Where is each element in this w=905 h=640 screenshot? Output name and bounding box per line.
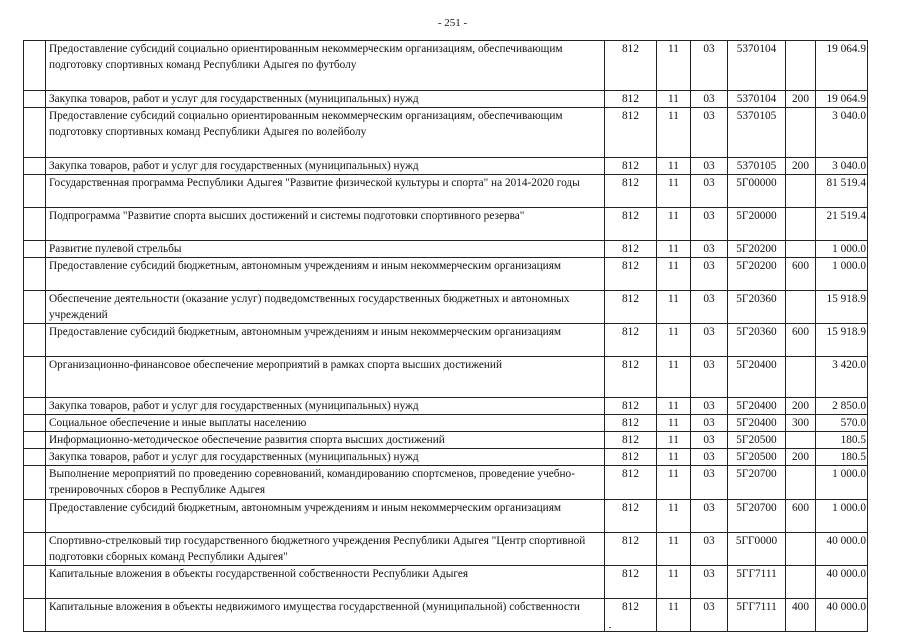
row-target-code: 5Г20360 (728, 291, 786, 324)
row-expense-type: 200 (786, 158, 816, 175)
row-section-code: 11 (657, 258, 691, 291)
row-amount: 19 064.9 (816, 41, 868, 91)
row-ministry-code: 812 (605, 500, 657, 533)
table-row (24, 91, 868, 108)
row-ministry-code: 812 (605, 432, 657, 449)
table-row (24, 291, 868, 324)
row-ministry-code: 812 (605, 175, 657, 208)
row-amount: 40 000.0 (816, 566, 868, 599)
row-section-code: 11 (657, 208, 691, 241)
row-name: Предоставление субсидий социально ориентированным некоммерческим организациям, обеспечивающим подготовку спортивных команд Республики Адыгея по волейболу (46, 108, 605, 158)
row-expense-type (786, 432, 816, 449)
row-ministry-code: 812 (605, 241, 657, 258)
row-target-code: 5Г20400 (728, 357, 786, 398)
row-margin-cell (24, 91, 46, 108)
row-amount: 40 000.0 (816, 533, 868, 566)
row-subsection-code: 03 (691, 324, 728, 357)
row-section-code: 11 (657, 533, 691, 566)
row-expense-type (786, 357, 816, 398)
row-subsection-code: 03 (691, 357, 728, 398)
table-row (24, 599, 868, 632)
table-row (24, 357, 868, 398)
row-section-code: 11 (657, 41, 691, 91)
row-ministry-code: 812 (605, 41, 657, 91)
row-target-code: 5Г20500 (728, 449, 786, 466)
row-target-code: 5Г20700 (728, 500, 786, 533)
row-subsection-code: 03 (691, 41, 728, 91)
row-margin-cell (24, 241, 46, 258)
row-target-code: 5370104 (728, 41, 786, 91)
row-amount: 180.5 (816, 432, 868, 449)
row-expense-type (786, 241, 816, 258)
row-expense-type (786, 175, 816, 208)
row-name: Закупка товаров, работ и услуг для государственных (муниципальных) нужд (46, 158, 605, 175)
row-subsection-code: 03 (691, 500, 728, 533)
row-subsection-code: 03 (691, 432, 728, 449)
row-name: Предоставление субсидий бюджетным, автономным учреждениям и иным некоммерческим организациям (46, 500, 605, 533)
row-amount: 3 420.0 (816, 357, 868, 398)
row-margin-cell (24, 500, 46, 533)
row-name: Закупка товаров, работ и услуг для государственных (муниципальных) нужд (46, 398, 605, 415)
row-target-code: 5Г20700 (728, 466, 786, 500)
row-margin-cell (24, 566, 46, 599)
row-expense-type: 600 (786, 258, 816, 291)
row-ministry-code: 812 (605, 357, 657, 398)
row-subsection-code: 03 (691, 108, 728, 158)
table-row (24, 566, 868, 599)
row-name: Выполнение мероприятий по проведению соревнований, командированию спортсменов, проведение учебно-тренировочных сборов в Республике Адыгея (46, 466, 605, 500)
table-row (24, 449, 868, 466)
row-ministry-code: 812 (605, 599, 657, 632)
row-margin-cell (24, 398, 46, 415)
row-target-code: 5Г20400 (728, 398, 786, 415)
row-target-code: 5Г20360 (728, 324, 786, 357)
row-expense-type: 200 (786, 398, 816, 415)
row-section-code: 11 (657, 91, 691, 108)
row-amount: 81 519.4 (816, 175, 868, 208)
row-expense-type: 600 (786, 324, 816, 357)
row-subsection-code: 03 (691, 208, 728, 241)
row-expense-type (786, 533, 816, 566)
row-section-code: 11 (657, 398, 691, 415)
row-subsection-code: 03 (691, 415, 728, 432)
row-expense-type: 400 (786, 599, 816, 632)
row-margin-cell (24, 449, 46, 466)
table-row (24, 415, 868, 432)
row-expense-type: 300 (786, 415, 816, 432)
row-ministry-code: 812 (605, 466, 657, 500)
row-margin-cell (24, 158, 46, 175)
table-row (24, 208, 868, 241)
row-section-code: 11 (657, 500, 691, 533)
row-name: Закупка товаров, работ и услуг для государственных (муниципальных) нужд (46, 91, 605, 108)
row-amount: 1 000.0 (816, 241, 868, 258)
row-expense-type: 200 (786, 91, 816, 108)
row-amount: 3 040.0 (816, 108, 868, 158)
table-row (24, 398, 868, 415)
row-name: Подпрограмма "Развитие спорта высших достижений и системы подготовки спортивного резерва" (46, 208, 605, 241)
row-section-code: 11 (657, 324, 691, 357)
row-expense-type (786, 41, 816, 91)
table-row (24, 432, 868, 449)
row-subsection-code: 03 (691, 398, 728, 415)
row-section-code: 11 (657, 291, 691, 324)
row-margin-cell (24, 415, 46, 432)
row-section-code: 11 (657, 241, 691, 258)
row-amount: 40 000.0 (816, 599, 868, 632)
row-expense-type: 200 (786, 449, 816, 466)
table-row (24, 41, 868, 91)
row-subsection-code: 03 (691, 258, 728, 291)
row-ministry-code: 812 (605, 208, 657, 241)
row-section-code: 11 (657, 158, 691, 175)
row-ministry-code: 812 (605, 449, 657, 466)
row-section-code: 11 (657, 175, 691, 208)
row-margin-cell (24, 432, 46, 449)
row-target-code: 5ГГ7111 (728, 599, 786, 632)
row-margin-cell (24, 208, 46, 241)
table-row (24, 241, 868, 258)
page-number: - 251 - (437, 17, 468, 29)
row-margin-cell (24, 466, 46, 500)
row-expense-type: 600 (786, 500, 816, 533)
row-target-code: 5Г20000 (728, 208, 786, 241)
row-amount: 180.5 (816, 449, 868, 466)
row-section-code: 11 (657, 432, 691, 449)
table-row (24, 108, 868, 158)
row-ministry-code: 812 (605, 258, 657, 291)
row-section-code: 11 (657, 599, 691, 632)
row-name: Предоставление субсидий бюджетным, автономным учреждениям и иным некоммерческим организациям (46, 258, 605, 291)
row-name: Капитальные вложения в объекты недвижимого имущества государственной (муниципальной) собственности (46, 599, 605, 632)
scan-speck (609, 627, 611, 628)
row-name: Обеспечение деятельности (оказание услуг) подведомственных государственных бюджетных и автономных учреждений (46, 291, 605, 324)
row-amount: 19 064.9 (816, 91, 868, 108)
row-ministry-code: 812 (605, 91, 657, 108)
row-amount: 1 000.0 (816, 500, 868, 533)
row-expense-type (786, 566, 816, 599)
row-ministry-code: 812 (605, 398, 657, 415)
row-margin-cell (24, 108, 46, 158)
row-name: Информационно-методическое обеспечение развития спорта высших достижений (46, 432, 605, 449)
row-target-code: 5ГГ7111 (728, 566, 786, 599)
row-margin-cell (24, 175, 46, 208)
row-subsection-code: 03 (691, 466, 728, 500)
row-ministry-code: 812 (605, 324, 657, 357)
row-amount: 570.0 (816, 415, 868, 432)
row-name: Спортивно-стрелковый тир государственного бюджетного учреждения Республики Адыгея "Центр спортивной подготовки сборных команд Республики Адыгея" (46, 533, 605, 566)
row-target-code: 5Г20500 (728, 432, 786, 449)
row-expense-type (786, 208, 816, 241)
row-section-code: 11 (657, 566, 691, 599)
row-name: Развитие пулевой стрельбы (46, 241, 605, 258)
row-subsection-code: 03 (691, 599, 728, 632)
row-margin-cell (24, 291, 46, 324)
row-amount: 15 918.9 (816, 291, 868, 324)
row-target-code: 5Г20200 (728, 258, 786, 291)
row-name: Предоставление субсидий бюджетным, автономным учреждениям и иным некоммерческим организациям (46, 324, 605, 357)
row-amount: 2 850.0 (816, 398, 868, 415)
row-name: Организационно-финансовое обеспечение мероприятий в рамках спорта высших достижений (46, 357, 605, 398)
budget-table (23, 40, 868, 632)
row-ministry-code: 812 (605, 291, 657, 324)
row-section-code: 11 (657, 415, 691, 432)
row-margin-cell (24, 533, 46, 566)
table-row (24, 158, 868, 175)
table-row (24, 324, 868, 357)
row-target-code: 5370105 (728, 158, 786, 175)
table-row (24, 175, 868, 208)
row-margin-cell (24, 258, 46, 291)
row-name: Капитальные вложения в объекты государственной собственности Республики Адыгея (46, 566, 605, 599)
row-expense-type (786, 466, 816, 500)
row-name: Предоставление субсидий социально ориентированным некоммерческим организациям, обеспечивающим подготовку спортивных команд Республики Адыгея по футболу (46, 41, 605, 91)
row-section-code: 11 (657, 466, 691, 500)
row-name: Социальное обеспечение и иные выплаты населению (46, 415, 605, 432)
row-subsection-code: 03 (691, 91, 728, 108)
row-section-code: 11 (657, 449, 691, 466)
row-target-code: 5ГГ0000 (728, 533, 786, 566)
row-target-code: 5370105 (728, 108, 786, 158)
row-amount: 3 040.0 (816, 158, 868, 175)
row-subsection-code: 03 (691, 533, 728, 566)
row-section-code: 11 (657, 108, 691, 158)
row-ministry-code: 812 (605, 415, 657, 432)
row-target-code: 5Г00000 (728, 175, 786, 208)
row-expense-type (786, 108, 816, 158)
table-row (24, 533, 868, 566)
row-target-code: 5370104 (728, 91, 786, 108)
row-ministry-code: 812 (605, 108, 657, 158)
row-expense-type (786, 291, 816, 324)
row-name: Закупка товаров, работ и услуг для государственных (муниципальных) нужд (46, 449, 605, 466)
row-subsection-code: 03 (691, 175, 728, 208)
row-name: Государственная программа Республики Адыгея "Развитие физической культуры и спорта" на 2014-2020 годы (46, 175, 605, 208)
row-ministry-code: 812 (605, 158, 657, 175)
table-row (24, 258, 868, 291)
row-ministry-code: 812 (605, 533, 657, 566)
row-target-code: 5Г20400 (728, 415, 786, 432)
row-section-code: 11 (657, 357, 691, 398)
row-margin-cell (24, 324, 46, 357)
row-margin-cell (24, 357, 46, 398)
row-margin-cell (24, 599, 46, 632)
row-subsection-code: 03 (691, 241, 728, 258)
row-amount: 1 000.0 (816, 466, 868, 500)
row-subsection-code: 03 (691, 566, 728, 599)
row-amount: 1 000.0 (816, 258, 868, 291)
row-amount: 21 519.4 (816, 208, 868, 241)
row-target-code: 5Г20200 (728, 241, 786, 258)
table-row (24, 466, 868, 500)
row-ministry-code: 812 (605, 566, 657, 599)
row-subsection-code: 03 (691, 158, 728, 175)
row-margin-cell (24, 41, 46, 91)
row-subsection-code: 03 (691, 449, 728, 466)
row-amount: 15 918.9 (816, 324, 868, 357)
row-subsection-code: 03 (691, 291, 728, 324)
table-row (24, 500, 868, 533)
